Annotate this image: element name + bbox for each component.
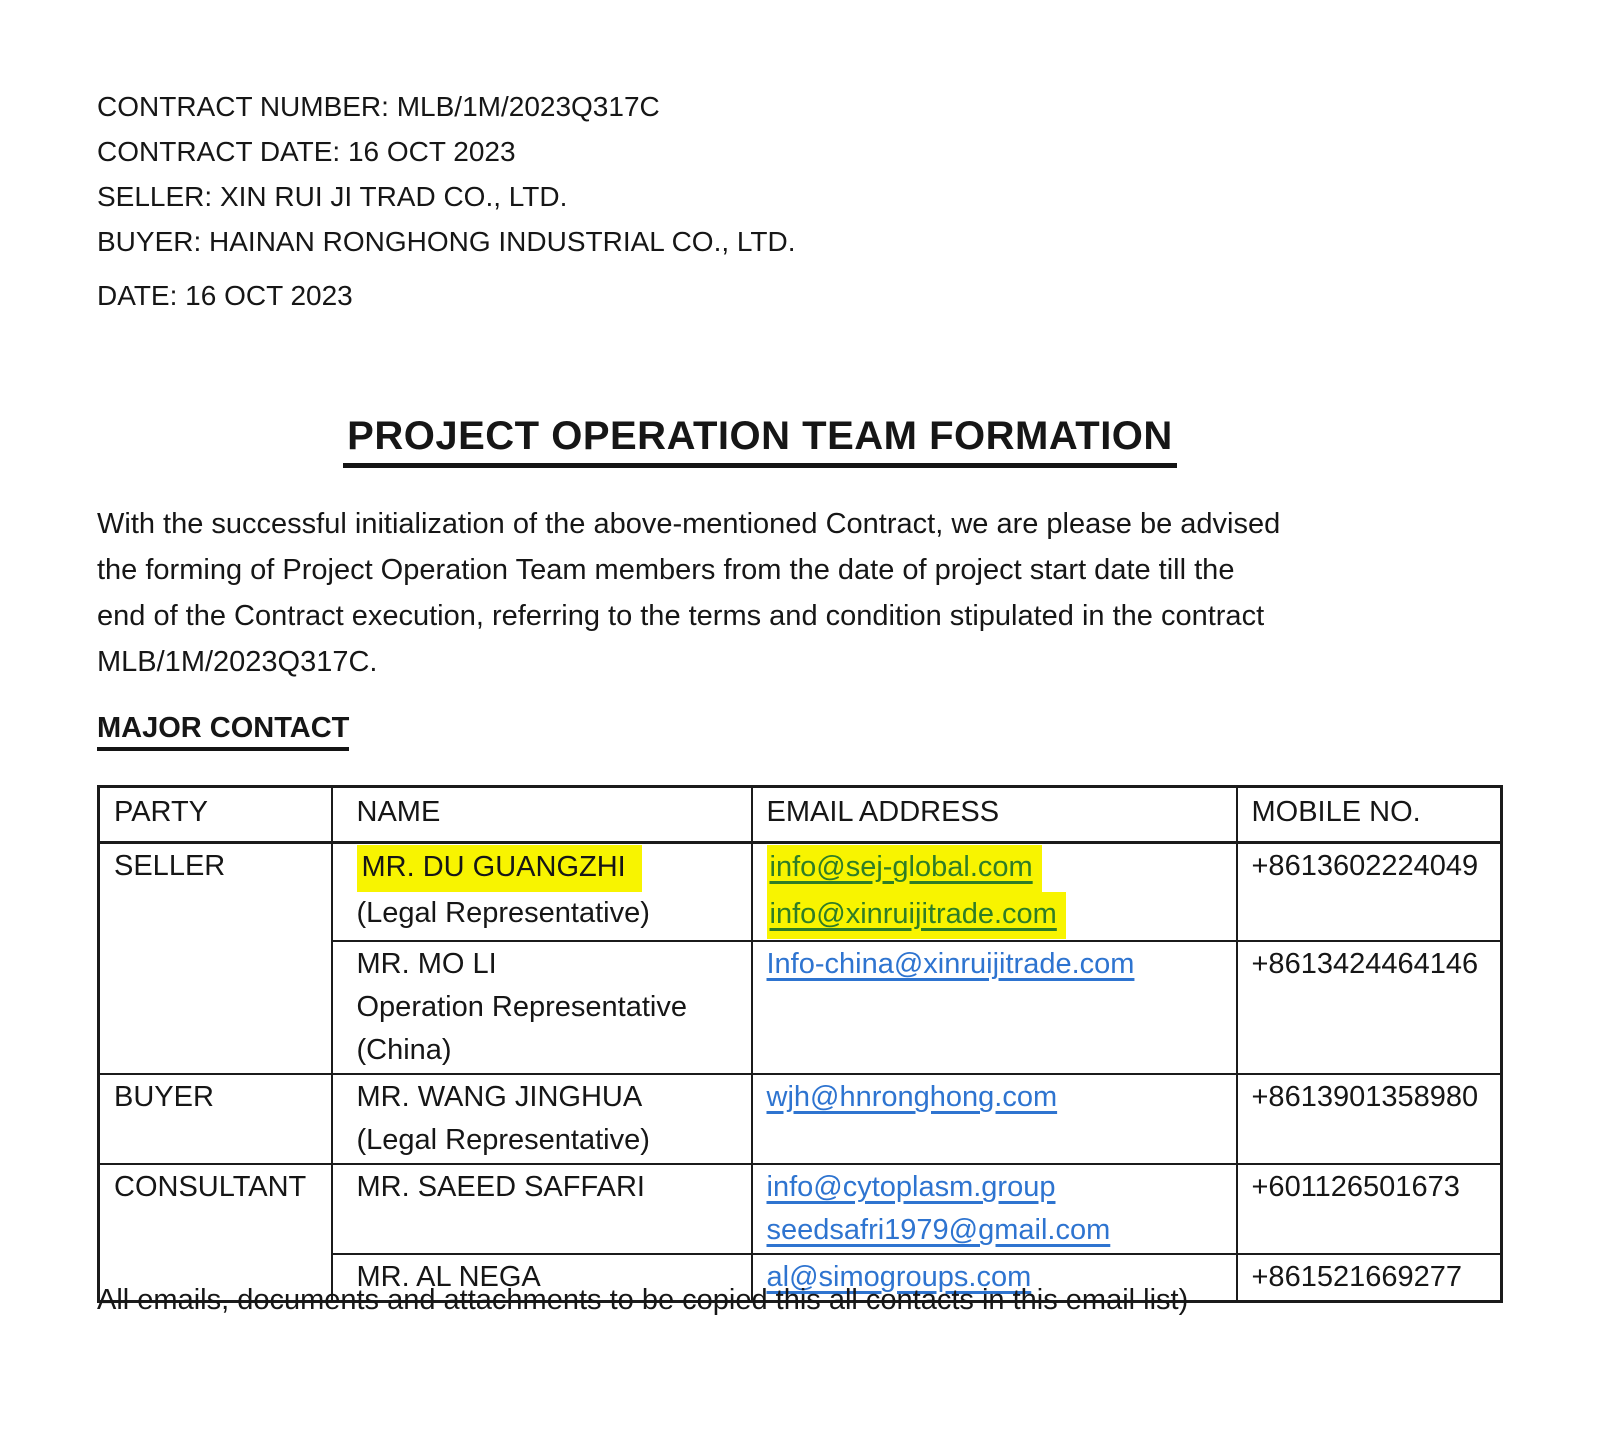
name-subtitle: (Legal Representative) bbox=[356, 897, 650, 929]
name-cell bbox=[332, 941, 752, 1074]
name-subtitle: (Legal Representative) bbox=[356, 1124, 650, 1156]
contract-date-line: CONTRACT DATE: 16 OCT 2023 bbox=[97, 136, 516, 167]
email-link[interactable]: wjh@hnronghong.com bbox=[766, 1081, 1058, 1113]
col-header-party: PARTY bbox=[99, 787, 332, 843]
email-link[interactable]: seedsafri1979@gmail.com bbox=[766, 1214, 1111, 1246]
intro-paragraph bbox=[97, 501, 1280, 685]
contact-table bbox=[97, 785, 1503, 1303]
table-header-row bbox=[99, 787, 1502, 843]
name-line: (China) bbox=[356, 1034, 452, 1066]
email-cell bbox=[752, 941, 1237, 1074]
email-link[interactable]: info@sej-global.com bbox=[769, 851, 1033, 883]
title-wrap bbox=[97, 414, 1423, 468]
buyer-line: BUYER: HAINAN RONGHONG INDUSTRIAL CO., LTD. bbox=[97, 226, 796, 257]
mobile-cell: +8613424464146 bbox=[1237, 941, 1502, 1074]
mobile-cell: +861521669277 bbox=[1237, 1254, 1502, 1302]
footer-note: All emails, documents and attachments to be copied this all contacts in this email list) bbox=[97, 1284, 1189, 1316]
email-cell bbox=[752, 843, 1237, 942]
document-title: PROJECT OPERATION TEAM FORMATION bbox=[343, 414, 1177, 468]
name-cell bbox=[332, 1164, 752, 1254]
email-link[interactable]: al@simogroups.com bbox=[766, 1261, 1032, 1293]
highlighted-email-wrap bbox=[767, 845, 1042, 892]
date-line: DATE: 16 OCT 2023 bbox=[97, 280, 353, 311]
major-contact-section bbox=[97, 712, 349, 751]
paragraph-line: end of the Contract execution, referring to the terms and condition stipulated in the contract bbox=[97, 600, 1265, 632]
contract-number-line: CONTRACT NUMBER: MLB/1M/2023Q317C bbox=[97, 91, 660, 122]
name-line: Operation Representative bbox=[356, 991, 687, 1023]
paragraph-line: MLB/1M/2023Q317C. bbox=[97, 646, 378, 678]
email-cell bbox=[752, 1164, 1237, 1254]
col-header-mobile: MOBILE NO. bbox=[1237, 787, 1502, 843]
mobile-cell: +8613602224049 bbox=[1237, 843, 1502, 942]
highlighted-email-wrap bbox=[767, 892, 1066, 939]
col-header-name: NAME bbox=[332, 787, 752, 843]
mobile-cell: +601126501673 bbox=[1237, 1164, 1502, 1254]
name-line: MR. SAEED SAFFARI bbox=[356, 1171, 645, 1203]
table-row-consultant-1 bbox=[99, 1164, 1502, 1254]
section-heading: MAJOR CONTACT bbox=[97, 712, 349, 751]
contract-header bbox=[97, 84, 796, 264]
email-cell bbox=[752, 1074, 1237, 1164]
email-link[interactable]: info@cytoplasm.group bbox=[766, 1171, 1056, 1203]
email-link[interactable]: Info-china@xinruijitrade.com bbox=[766, 948, 1135, 980]
highlighted-name: MR. DU GUANGZHI bbox=[357, 845, 642, 892]
name-cell bbox=[332, 1074, 752, 1164]
seller-line: SELLER: XIN RUI JI TRAD CO., LTD. bbox=[97, 181, 568, 212]
name-line: MR. WANG JINGHUA bbox=[356, 1081, 643, 1113]
name-cell bbox=[332, 843, 752, 942]
name-line: MR. AL NEGA bbox=[356, 1261, 541, 1293]
table-row-seller-legal bbox=[99, 843, 1502, 942]
email-link[interactable]: info@xinruijitrade.com bbox=[769, 898, 1057, 930]
paragraph-line: With the successful initialization of the above-mentioned Contract, we are please be advised bbox=[97, 508, 1281, 540]
table-row-buyer bbox=[99, 1074, 1502, 1164]
mobile-cell: +8613901358980 bbox=[1237, 1074, 1502, 1164]
party-cell-consultant: CONSULTANT bbox=[99, 1164, 332, 1302]
party-cell-seller: SELLER bbox=[99, 843, 332, 1075]
paragraph-line: the forming of Project Operation Team members from the date of project start date till the bbox=[97, 554, 1235, 586]
party-cell-buyer: BUYER bbox=[99, 1074, 332, 1164]
name-line: MR. MO LI bbox=[356, 948, 497, 980]
col-header-email: EMAIL ADDRESS bbox=[752, 787, 1237, 843]
